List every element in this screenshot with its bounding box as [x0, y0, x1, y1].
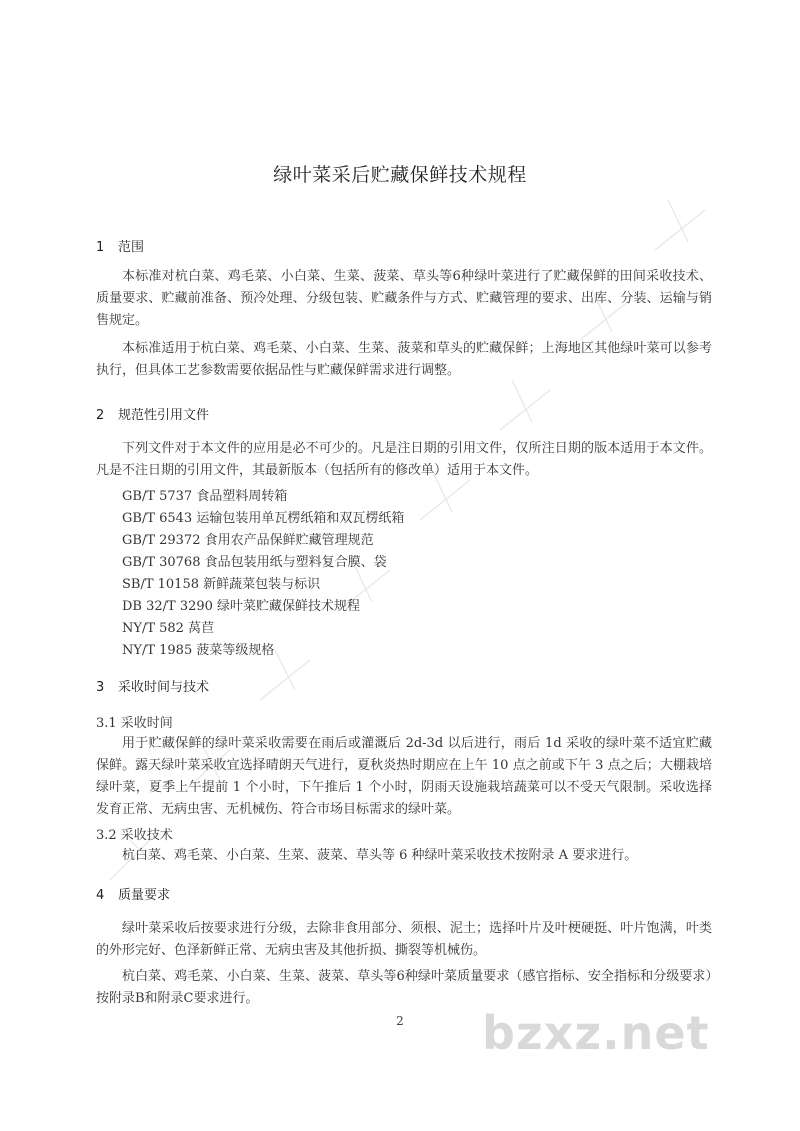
- section-number: 3: [96, 680, 105, 695]
- reference-item: SB/T 10158 新鲜蔬菜包装与标识: [122, 577, 321, 592]
- section-heading-scope: [96, 236, 144, 255]
- scope-paragraph-2: 本标准适用于杭白菜、鸡毛菜、小白菜、生菜、菠菜和草头的贮藏保鲜；上海地区其他绿叶菜可以参考执行，但具体工艺参数需要依据品性与贮藏保鲜需求进行调整。: [96, 341, 712, 378]
- reference-item: GB/T 6543 运输包装用单瓦楞纸箱和双瓦楞纸箱: [122, 511, 405, 526]
- reference-item: DB 32/T 3290 绿叶菜贮藏保鲜技术规程: [122, 599, 361, 614]
- quality-paragraph-2: 杭白菜、鸡毛菜、小白菜、生菜、菠菜、草头等6种绿叶菜质量要求（感官指标、安全指标和分级要求）按附录B和附录C要求进行。: [96, 969, 712, 1006]
- subsection-heading-3-2: 3.2 采收技术: [96, 828, 173, 843]
- quality-paragraph-1: 绿叶菜采收后按要求进行分级，去除非食用部分、须根、泥土；选择叶片及叶梗硬挺、叶片饱满，叶类的外形完好、色泽新鲜正常、无病虫害及其他折损、撕裂等机械伤。: [96, 921, 712, 958]
- section-title: 质量要求: [118, 888, 171, 903]
- reference-item: GB/T 30768 食品包装用纸与塑料复合膜、袋: [122, 555, 387, 570]
- section-title: 范围: [118, 240, 145, 255]
- reference-item: NY/T 1985 菠菜等级规格: [122, 643, 275, 658]
- harvest-technique-paragraph: 杭白菜、鸡毛菜、小白菜、生菜、菠菜、草头等 6 种绿叶菜采收技术按附录 A 要求进行。: [122, 848, 638, 863]
- reference-item: GB/T 29372 食用农产品保鲜贮藏管理规范: [122, 533, 374, 548]
- section-number: 4: [96, 888, 105, 903]
- page-number: 2: [396, 1014, 404, 1028]
- references-intro: 下列文件对于本文件的应用是必不可少的。凡是注日期的引用文件，仅所注日期的版本适用于本文件。凡是不注日期的引用文件，其最新版本（包括所有的修改单）适用于本文件。: [96, 441, 712, 478]
- section-title: 采收时间与技术: [118, 680, 210, 695]
- reference-item: NY/T 582 莴苣: [122, 621, 215, 636]
- site-watermark: bzxz.net: [482, 1006, 710, 1060]
- section-heading-quality: [96, 884, 170, 903]
- section-title: 规范性引用文件: [118, 408, 210, 423]
- harvest-time-paragraph: 用于贮藏保鲜的绿叶菜采收需要在雨后或灌溉后 2d-3d 以后进行，雨后 1d 采收的绿叶菜不适宜贮藏保鲜。露天绿叶菜采收宜选择晴朗天气进行，夏秋炎热时期应在上午 10 点之前或下午 3 点之后；大棚栽培绿叶菜，夏季上午提前 1 个小时，下午推后 1 个小时，阴雨天设施栽培蔬菜可以不受天气限制。采收选择发育正常、无病虫害、无机械伤、符合市场目标需求的绿叶菜。: [96, 736, 712, 817]
- scope-paragraph-1: 本标准对杭白菜、鸡毛菜、小白菜、生菜、菠菜、草头等6种绿叶菜进行了贮藏保鲜的田间采收技术、质量要求、贮藏前准备、预冷处理、分级包装、贮藏条件与方式、贮藏管理的要求、出库、分装、运输与销售规定。: [96, 269, 712, 328]
- section-number: 2: [96, 408, 105, 423]
- reference-item: GB/T 5737 食品塑料周转箱: [122, 489, 288, 504]
- section-heading-references: [96, 404, 209, 423]
- section-heading-harvest: [96, 676, 209, 695]
- section-number: 1: [96, 240, 105, 255]
- subsection-heading-3-1: 3.1 采收时间: [96, 716, 173, 731]
- document-title: 绿叶菜采后贮藏保鲜技术规程: [273, 164, 527, 186]
